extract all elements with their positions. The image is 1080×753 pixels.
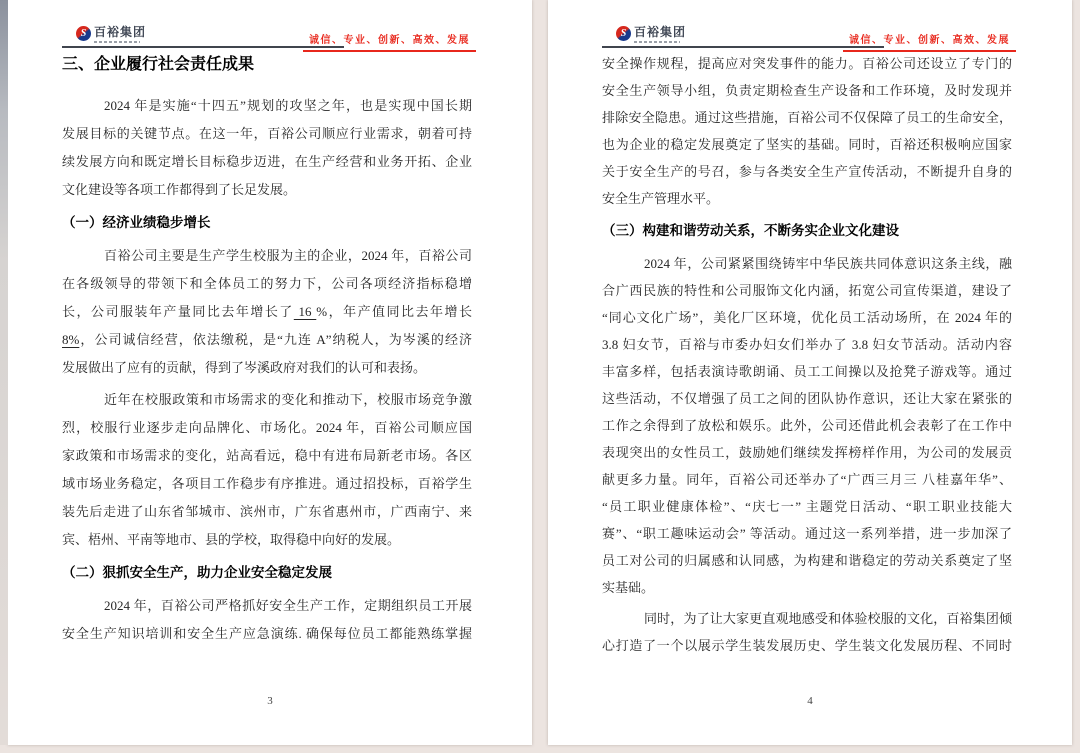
text-line: 员工对公司的归属感和认同感，为构建和谐稳定的劳动关系奠定了坚 (602, 553, 1012, 568)
paragraph (62, 242, 472, 382)
text-line: 工作之余得到了放松和娱乐。此外，公司还借此机会表彰了在工作中 (602, 418, 1012, 433)
text-line: 安全生产管理水平。 (602, 191, 720, 206)
subsection-heading: （二）狠抓安全生产，助力企业安全稳定发展 (62, 565, 332, 580)
text-line: 2024 年是实施“十四五”规划的攻坚之年，也是实现中国长期 (104, 98, 472, 113)
text-line: 近年在校服政策和市场需求的变化和推动下，校服市场竞争激 (104, 392, 472, 407)
text-segment: %，年产值同比去年增长 (316, 304, 472, 319)
document-page-4 (548, 0, 1072, 745)
text-line: 百裕公司主要是生产学生校服为主的企业，2024 年，百裕公司 (104, 248, 472, 263)
text-line: 安全生产领导小组，负责定期检查生产设备和工作环境，及时发现并 (602, 83, 1012, 98)
text-line: 丰富多样，包括表演诗歌朗诵、员工工间操以及抢凳子游戏等。通过 (602, 364, 1012, 379)
text-line: 安全操作规程，提高应对突发事件的能力。百裕公司还设立了专门的 (602, 56, 1012, 71)
page-number: 3 (267, 695, 273, 707)
paragraph (62, 592, 472, 648)
text-line: 实基础。 (602, 580, 655, 595)
text-line: 也为企业的稳定发展奠定了坚实的基础。同时，百裕还积极响应国家 (602, 137, 1012, 152)
subsection-heading: （三）构建和谐劳动关系，不断务实企业文化建设 (602, 223, 899, 238)
text-line: 表现突出的女性员工，鼓励她们继续发挥榜样作用，为公司的发展贡 (602, 445, 1012, 460)
paragraph (602, 50, 1012, 212)
text-line: 宾、梧州、平南等地市、县的学校，取得稳中向好的发展。 (62, 532, 401, 547)
page-shadow-left (0, 0, 8, 745)
document-page-3 (8, 0, 532, 745)
text-segment: ，公司诚信经营，依法缴税，是“九连 A”纳税人，为岑溪的经济 (79, 332, 472, 347)
company-logo-icon: S (616, 26, 631, 41)
text-line: 2024 年，百裕公司严格抓好安全生产工作，定期组织员工开展 (104, 598, 472, 613)
company-subtext (634, 41, 680, 43)
company-logo-icon: S (76, 26, 91, 41)
page-content (602, 50, 1012, 659)
underlined-text: 16 (293, 304, 317, 319)
text-line: 发展目标的关键节点。在这一年，百裕公司顺应行业需求，朝着可持 (62, 126, 472, 141)
page-content (62, 52, 472, 648)
text-line: 家政策和市场需求的变化，站高看远，稳中有进布局新老市场。各区 (62, 448, 472, 463)
text-line: 2024 年，公司紧紧围绕铸牢中华民族共同体意识这条主线，融 (644, 256, 1012, 271)
paragraph (62, 92, 472, 204)
text-line (62, 326, 472, 354)
text-line: 安全生产知识培训和安全生产应急演练. 确保每位员工都能熟练掌握 (62, 626, 472, 641)
text-line: 3.8 妇女节，百裕与市委办妇女们举办了 3.8 妇女节活动。活动内容 (602, 337, 1012, 352)
text-line: 赛”、“职工趣味运动会” 等活动。通过这一系列举措，进一步加深了 (602, 526, 1012, 541)
page-header (602, 22, 1012, 48)
text-line: 排除安全隐患。通过这些措施，百裕公司不仅保障了员工的生命安全， (602, 110, 1012, 125)
header-rule (62, 46, 344, 48)
page-header (62, 22, 472, 48)
header-rule (602, 46, 884, 48)
text-line: 域市场业务稳定，各项目工作稳步有序推进。通过招投标，百裕学生 (62, 476, 472, 491)
text-line: 合广西民族的特性和公司服饰文化内涵，拓宽公司宣传渠道，建设了 (602, 283, 1012, 298)
company-name: 百裕集团 (94, 25, 147, 39)
company-logo-text-wrap (94, 26, 146, 43)
text-line: 这些活动，不仅增强了员工之间的团队协作意识，还让大家在紧张的 (602, 391, 1012, 406)
text-line: 在各级领导的带领下和全体员工的努力下，公司各项经济指标稳增 (62, 276, 472, 291)
section-title: 三、企业履行社会责任成果 (62, 56, 255, 73)
paragraph (602, 605, 1012, 659)
company-logo (616, 26, 686, 43)
text-line: 装先后走进了山东省邹城市、滨州市，广东省惠州市，广西南宁、来 (62, 504, 472, 519)
text-segment: 长，公司服装年产量同比去年增长了 (62, 304, 294, 319)
text-line: 献更多力量。同年，百裕公司还举办了“广西三月三 八桂嘉年华”、 (602, 472, 1012, 487)
text-line: “员工职业健康体检”、“庆七一” 主题党日活动、“职工职业技能大 (602, 499, 1012, 514)
paragraph (62, 386, 472, 554)
text-line (62, 298, 472, 326)
company-logo-text-wrap (634, 26, 686, 43)
text-line: 烈，校服行业逐步走向品牌化、市场化。2024 年，百裕公司顺应国 (62, 420, 472, 435)
text-line: 文化建设等各项工作都得到了长足发展。 (62, 182, 297, 197)
text-line: 同时，为了让大家更直观地感受和体验校服的文化，百裕集团倾 (644, 611, 1012, 626)
paragraph (602, 250, 1012, 601)
company-subtext (94, 41, 140, 43)
company-logo (76, 26, 146, 43)
subsection-heading: （一）经济业绩稳步增长 (62, 215, 211, 230)
text-line: 发展做出了应有的贡献，得到了岑溪政府对我们的认可和表扬。 (62, 360, 427, 375)
text-line: 关于安全生产的号召，参与各类安全生产宣传活动，不断提升自身的 (602, 164, 1012, 179)
text-line: 续发展方向和既定增长目标稳步迈进，在生产经营和业务开拓、企业 (62, 154, 472, 169)
page-number: 4 (807, 695, 813, 707)
company-slogan: 诚信、专业、创新、高效、发展 (303, 34, 476, 52)
text-line: “同心文化广场”，美化厂区环境，优化员工活动场所，在 2024 年的 (602, 310, 1012, 325)
underlined-text: 8% (62, 332, 80, 347)
company-slogan: 诚信、专业、创新、高效、发展 (843, 34, 1016, 52)
text-line: 心打造了一个以展示学生装发展历史、学生装文化发展历程、不同时 (602, 638, 1012, 653)
company-name: 百裕集团 (634, 25, 687, 39)
